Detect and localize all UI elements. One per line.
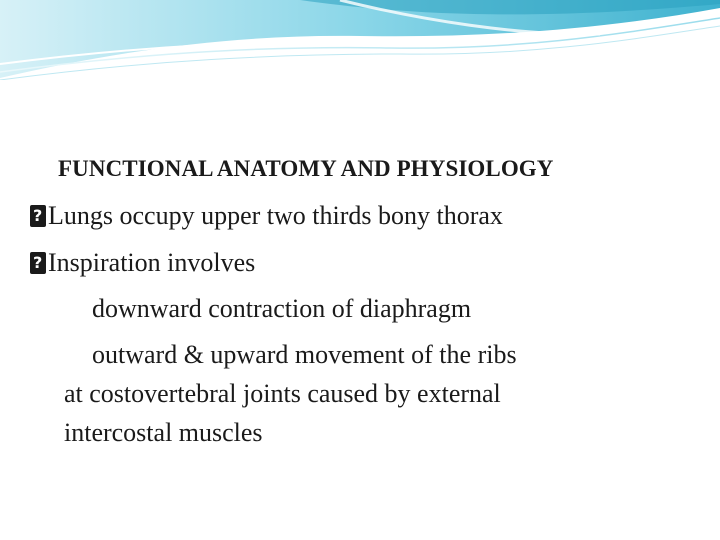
missing-glyph-icon	[30, 252, 46, 274]
bullet-text: Lungs occupy upper two thirds bony thorax	[48, 201, 503, 230]
sub-line: at costovertebral joints caused by external	[64, 379, 501, 408]
sub-line: outward & upward movement of the ribs	[92, 340, 517, 369]
bullet-text: Inspiration involves	[48, 248, 256, 277]
bullet-item	[30, 248, 255, 278]
slide-title: FUNCTIONAL ANATOMY AND PHYSIOLOGY	[58, 156, 554, 181]
sub-line: downward contraction of diaphragm	[92, 294, 472, 323]
header-wave-decoration	[0, 0, 720, 80]
missing-glyph-icon	[30, 205, 46, 227]
sub-line: intercostal muscles	[64, 418, 263, 447]
bullet-item	[30, 201, 503, 231]
